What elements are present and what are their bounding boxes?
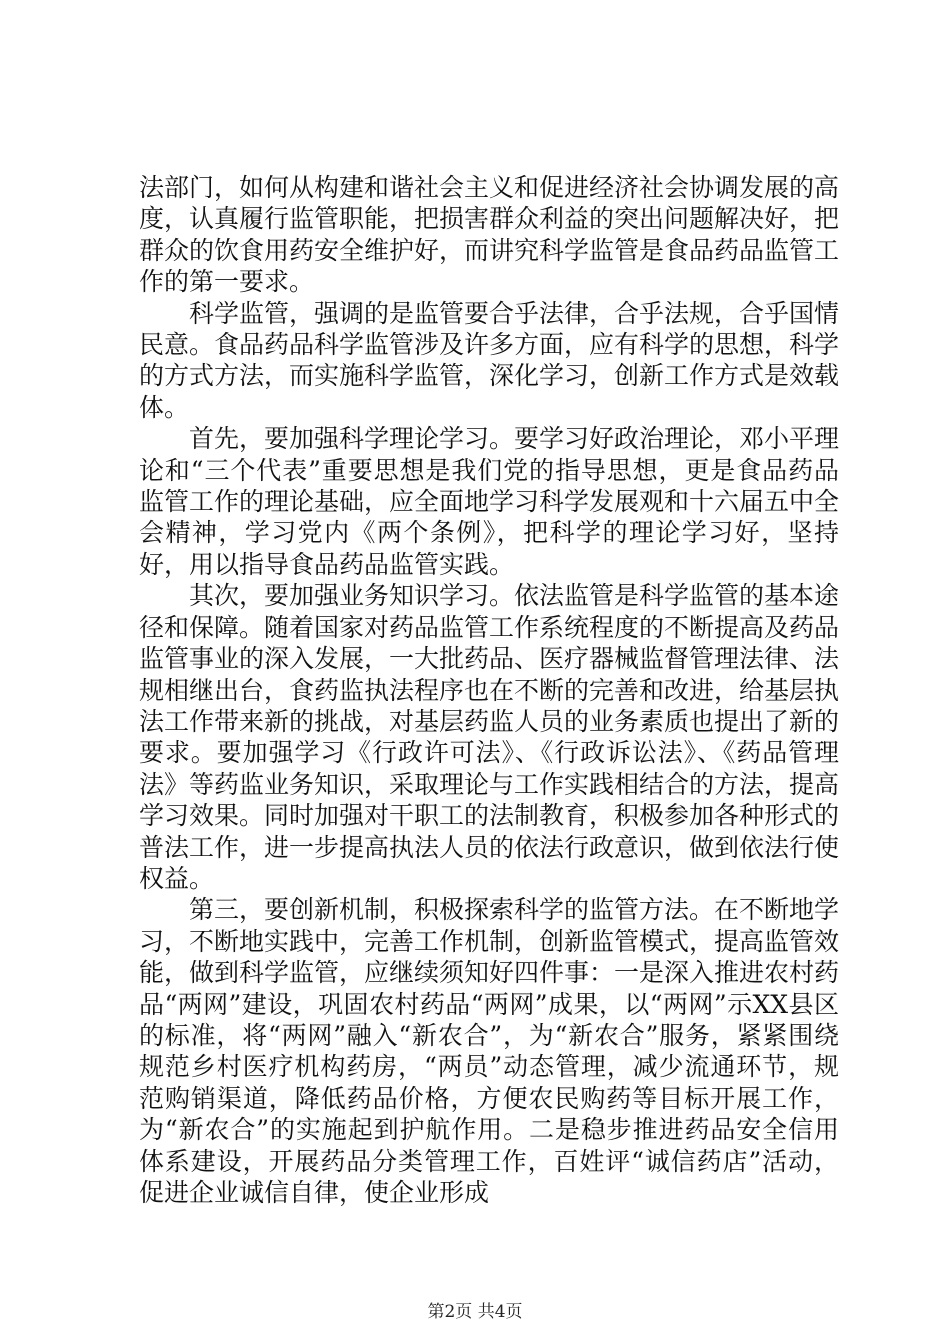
paragraph-continuation: 法部门，如何从构建和谐社会主义和促进经济社会协调发展的高度，认真履行监管职能，把损害群众利益的突出问题解决好，把群众的饮食用药安全维护好，而讲究科学监管是食品药品监管工作的第一要求。 — [139, 173, 840, 297]
document-body — [139, 172, 839, 1208]
paragraph-theory-study: 首先，要加强科学理论学习。要学习好政治理论，邓小平理论和“三个代表”重要思想是我们党的指导思想，更是食品药品监管工作的理论基础，应全面地学习科学发展观和十六届五中全会精神，学习党内《两个条例》，把科学的理论学习好，坚持好，用以指导食品药品监管实践。 — [139, 424, 840, 579]
paragraph-scientific-supervision: 科学监管，强调的是监管要合乎法律，合乎法规，合乎国情民意。食品药品科学监管涉及许多方面，应有科学的思想，科学的方式方法，而实施科学监管，深化学习，创新工作方式是效载体。 — [139, 298, 840, 422]
page-footer: 第2页 共4页 — [427, 1302, 523, 1322]
paragraph-business-knowledge: 其次，要加强业务知识学习。依法监管是科学监管的基本途径和保障。随着国家对药品监管工作系统程度的不断提高及药品监管事业的深入发展，一大批药品、医疗器械监督管理法律、法规相继出台，食药监执法程序也在不断的完善和改进，给基层执法工作带来新的挑战，对基层药监人员的业务素质也提出了新的要求。要加强学习《行政许可法》、《行政诉讼法》、《药品管理法》等药监业务知识，采取理论与工作实践相结合的方法，提高学习效果。同时加强对干职工的法制教育，积极参加各种形式的普法工作，进一步提高执法人员的依法行政意识，做到依法行使权益。 — [139, 581, 840, 893]
paragraph-innovation-mechanism: 第三，要创新机制，积极探索科学的监管方法。在不断地学习，不断地实践中，完善工作机制，创新监管模式，提高监管效能，做到科学监管，应继续须知好四件事：一是深入推进农村药品“两网”建设，巩固农村药品“两网”成果，以“两网”示XX县区的标准，将“两网”融入“新农合”，为“新农合”服务，紧紧围绕规范乡村医疗机构药房，“两员”动态管理，减少流通环节，规范购销渠道，降低药品价格，方便农民购药等目标开展工作，为“新农合”的实施起到护航作用。二是稳步推进药品安全信用体系建设，开展药品分类管理工作，百姓评“诚信药店”活动，促进企业诚信自律，使企业形成 — [139, 895, 840, 1207]
